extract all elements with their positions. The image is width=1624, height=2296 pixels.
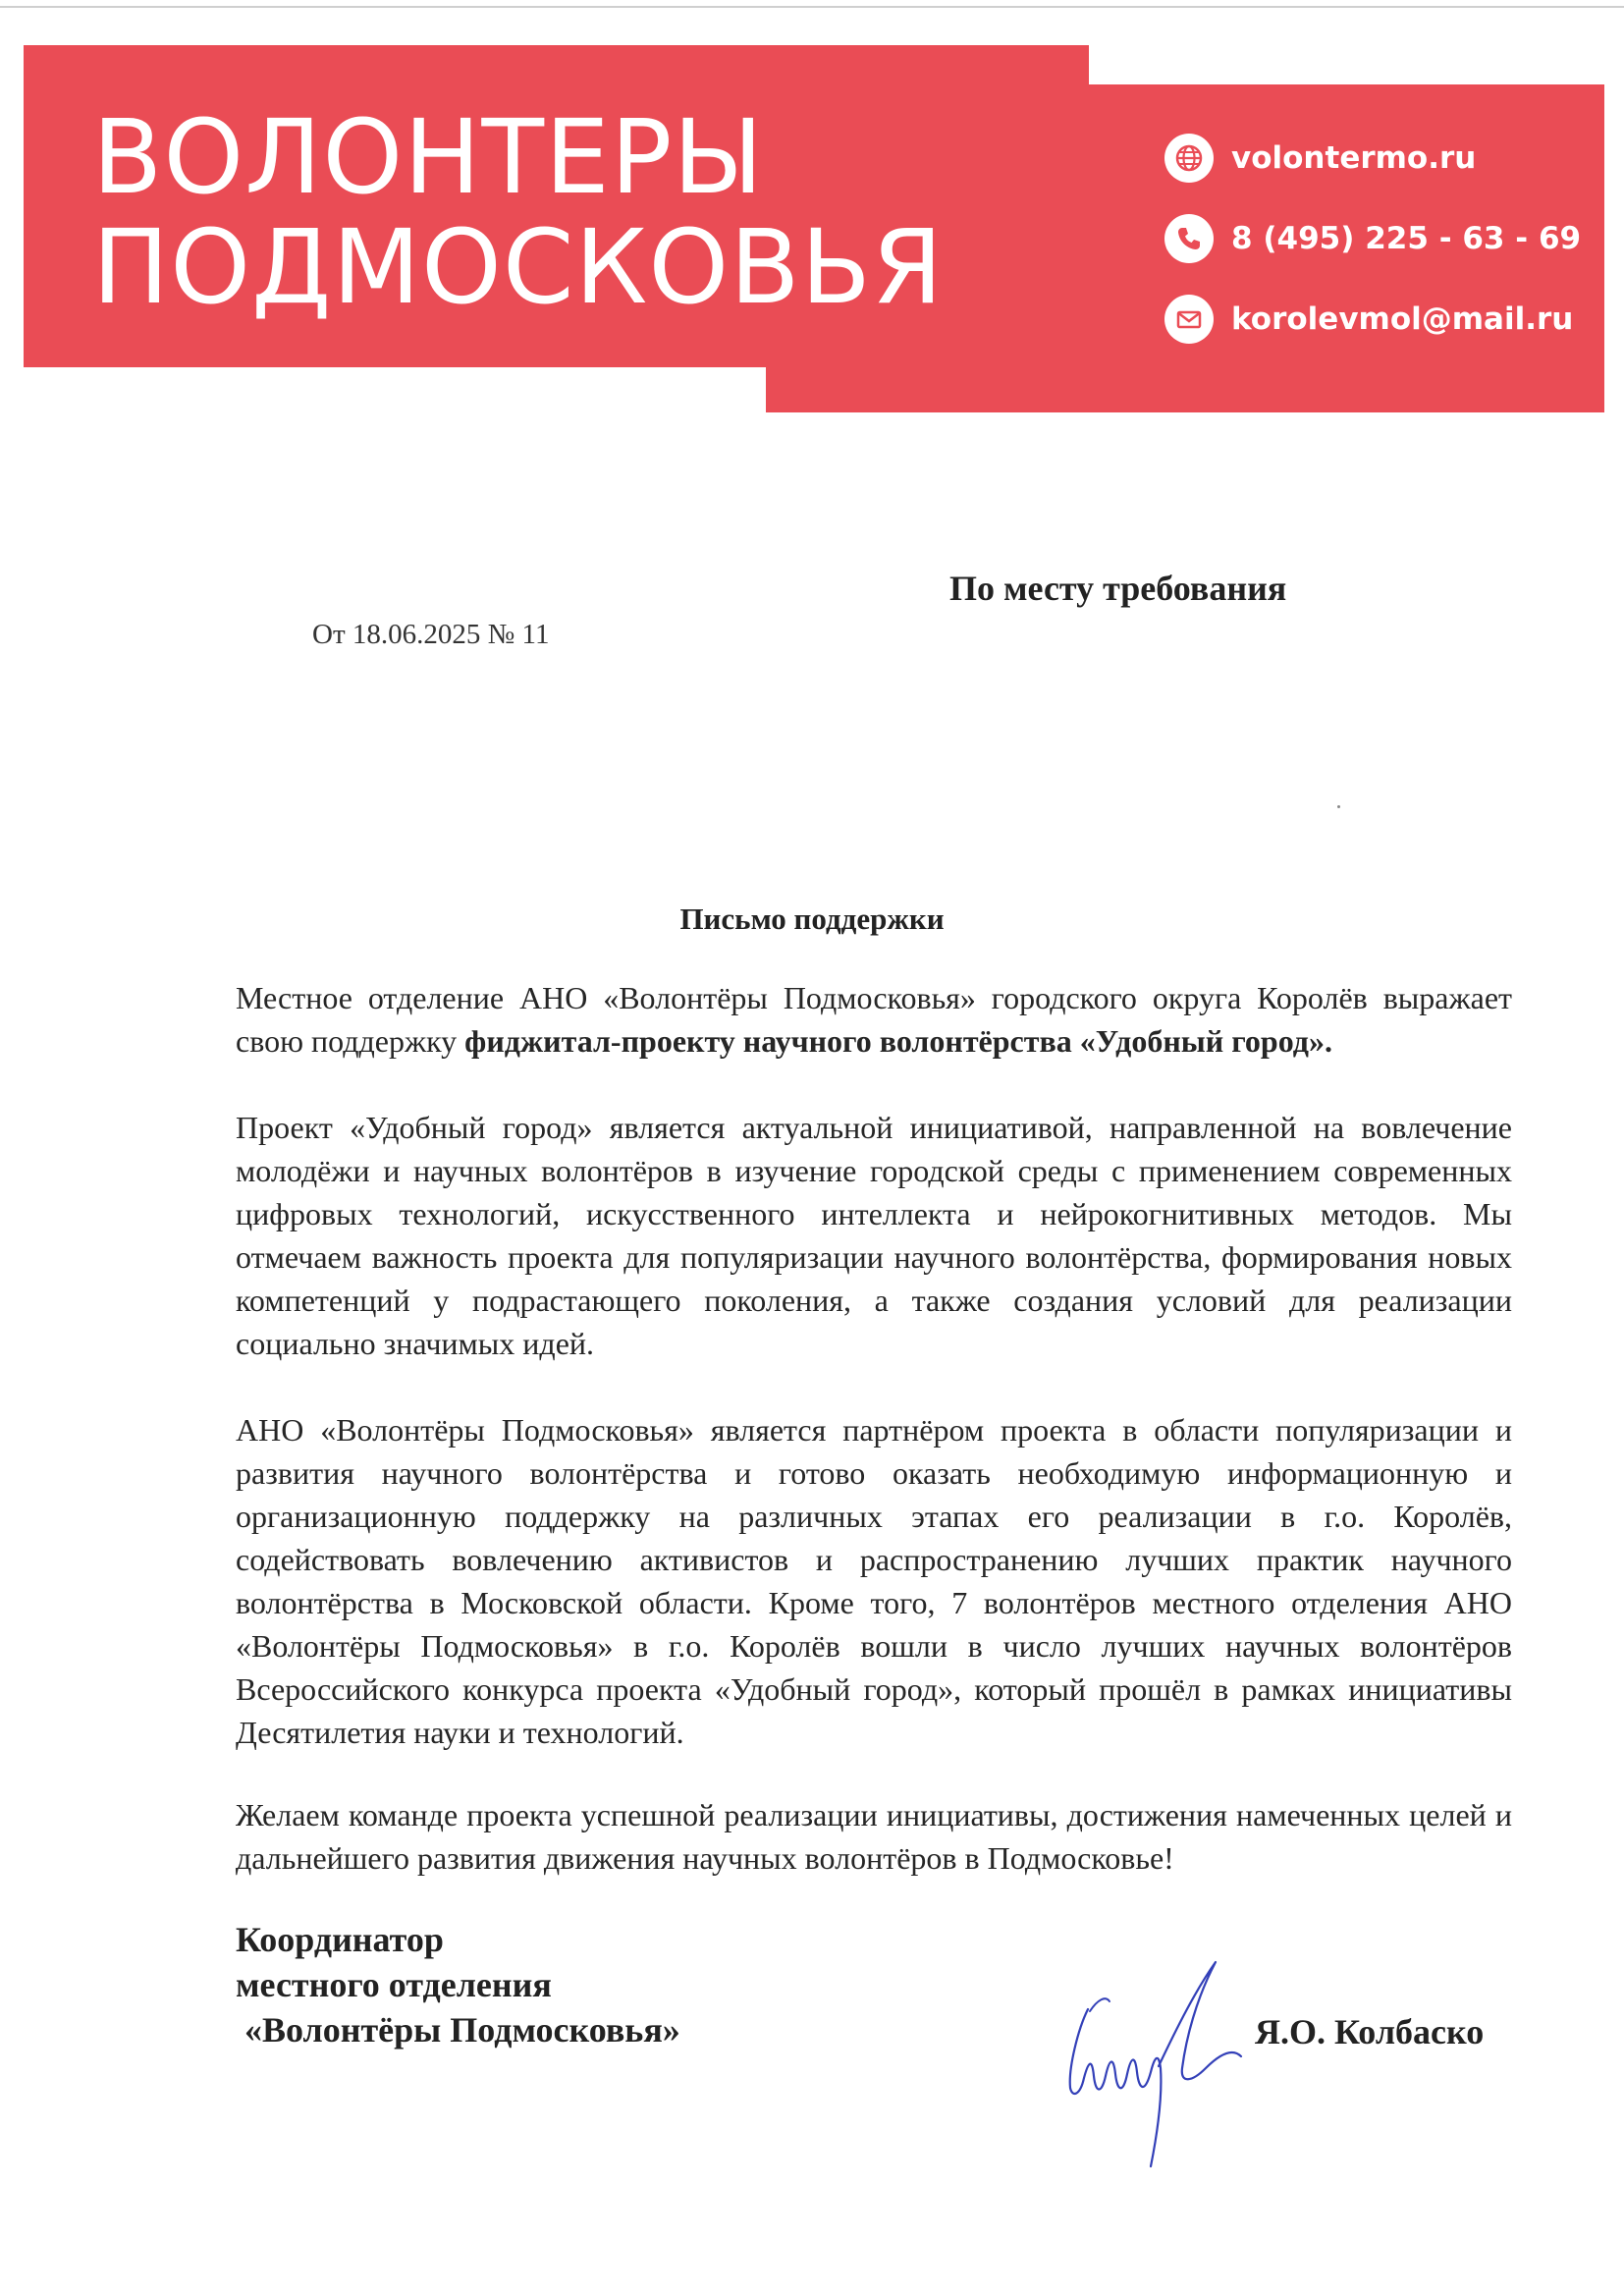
signatory-position xyxy=(236,1917,680,2052)
signatory-position-line-1: Координатор xyxy=(236,1920,444,1959)
paragraph-1-text: Местное отделение АНО «Волонтёры Подмосковья» городского округа Королёв выражает свою поддержку xyxy=(236,980,1512,1059)
letter-reference: От 18.06.2025 № 11 xyxy=(312,619,550,650)
logo-title-line-1: ВОЛОНТЕРЫ xyxy=(92,97,765,217)
paragraph-2: Проект «Удобный город» является актуальной инициативой, направленной на вовлечение молодёжи и научных волонтёров в изучение городской среды с применением современных цифровых технологий, искусственного интеллекта и нейрокогнитивных методов. Мы отмечаем важность проекта для популяризации научного волонтёрства, формирования новых компетенций у подрастающего поколения, а также создания условий для реализации социально значимых идей. xyxy=(236,1110,1512,1361)
contact-website-text: volontermo.ru xyxy=(1231,140,1477,176)
addressee: По месту требования xyxy=(949,569,1287,608)
signatory-position-line-2: местного отделения xyxy=(236,1965,552,2004)
phone-icon xyxy=(1164,214,1214,263)
signatory-name: Я.О. Колбаско xyxy=(1255,2012,1485,2051)
mail-icon xyxy=(1164,295,1214,344)
scan-speck xyxy=(1337,805,1340,808)
paragraph-4: Желаем команде проекта успешной реализации инициативы, достижения намеченных целей и дальнейшего развития движения научных волонтёров в Подмосковье! xyxy=(236,1797,1512,1876)
contact-phone-text: 8 (495) 225 - 63 - 69 xyxy=(1231,221,1582,256)
logo-title-line-2: ПОДМОСКОВЬЯ xyxy=(92,207,945,327)
contact-phone[interactable] xyxy=(1164,214,1581,263)
letter-title: Письмо поддержки xyxy=(679,902,945,936)
globe-icon xyxy=(1164,134,1214,183)
paragraph-1-project-name: фиджитал-проекту научного волонтёрства «Удобный город» xyxy=(464,1023,1325,1059)
contact-website[interactable] xyxy=(1164,134,1476,183)
paragraph-1 xyxy=(236,976,1512,1063)
signatory-position-line-3: «Волонтёры Подмосковья» xyxy=(236,2010,680,2050)
paragraph-3: АНО «Волонтёры Подмосковья» является партнёром проекта в области популяризации и развития научного волонтёрства и готово оказать необходимую информационную и организационную поддержку на различных этапах его реализации в г.о. Королёв, содействовать вовлечению активистов и распространению лучших практик научного волонтёрства в Московской области. Кроме того, 7 волонтёров местного отделения АНО «Волонтёры Подмосковья» в г.о. Королёв вошли в число лучших научных волонтёров Всероссийского конкурса проекта «Удобный город», который прошёл в рамках инициативы Десятилетия науки и технологий. xyxy=(236,1412,1512,1750)
scan-edge-line xyxy=(0,6,1624,8)
contact-email[interactable] xyxy=(1164,295,1573,344)
handwritten-signature xyxy=(1049,1950,1294,2176)
contact-email-text: korolevmol@mail.ru xyxy=(1231,301,1574,337)
paragraph-1-end: . xyxy=(1324,1023,1332,1059)
